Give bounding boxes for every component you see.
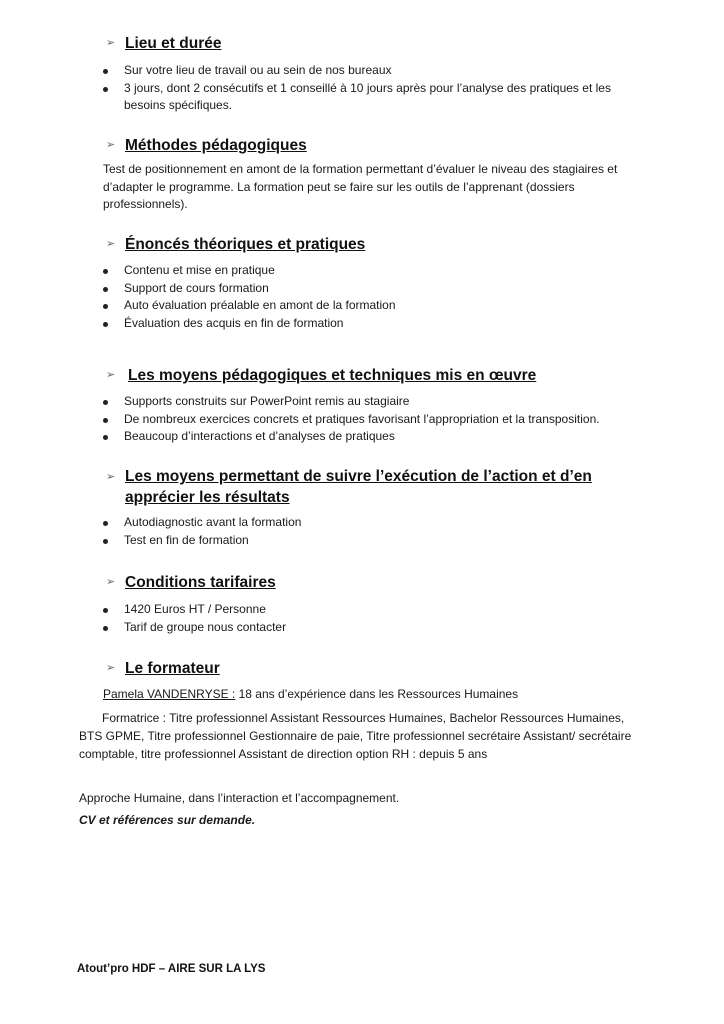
- bullet-dot-icon: [103, 304, 108, 309]
- heading-suivi-line1: Les moyens permettant de suivre l’exécution de l’action et d’en: [125, 468, 592, 485]
- formateur-qualifications: Formatrice : Titre professionnel Assistant Ressources Humaines, Bachelor Ressources Humaines, BTS GPME, Titre professionnel Gestionnaire de paie, Titre professionnel secrétaire Assistant/ secrétaire comptable, titre professionnel Assistant de direction option RH : depuis 5 ans: [79, 711, 632, 761]
- bullet-dot-icon: [103, 287, 108, 292]
- formateur-name: Pamela VANDENRYSE :: [103, 687, 236, 701]
- arrow-bullet-icon: ➢: [106, 471, 116, 483]
- bullet-list: [0, 393, 724, 446]
- section-suivi: [0, 467, 724, 549]
- bullet-dot-icon: [103, 269, 108, 274]
- formateur-line: [103, 686, 724, 703]
- list-item: Supports construits sur PowerPoint remis au stagiaire: [0, 393, 724, 411]
- bullet-dot-icon: [103, 521, 108, 526]
- heading-enonces: Énoncés théoriques et pratiques: [125, 236, 366, 253]
- list-item: Contenu et mise en pratique: [0, 262, 724, 280]
- list-item: Test en fin de formation: [0, 532, 724, 550]
- arrow-bullet-icon: ➢: [106, 369, 116, 381]
- list-item: Beaucoup d’interactions et d’analyses de pratiques: [0, 428, 724, 446]
- heading-formateur: Le formateur: [125, 660, 220, 677]
- list-item: 3 jours, dont 2 consécutifs et 1 conseillé à 10 jours après pour l’analyse des pratiques et les besoins spécifiques.: [0, 80, 724, 115]
- bullet-list: [0, 601, 724, 636]
- list-item: Évaluation des acquis en fin de formation: [0, 315, 724, 333]
- section-lieu: [0, 34, 724, 115]
- bullet-dot-icon: [103, 400, 108, 405]
- bullet-dot-icon: [103, 626, 108, 631]
- heading-tarifs: Conditions tarifaires: [125, 574, 276, 591]
- heading-methodes: Méthodes pédagogiques: [125, 137, 307, 154]
- section-tarifs: [0, 573, 724, 636]
- section-heading: [106, 366, 724, 388]
- bullet-dot-icon: [103, 608, 108, 613]
- formateur-experience: 18 ans d’expérience dans les Ressources Humaines: [235, 687, 519, 701]
- list-item: 1420 Euros HT / Personne: [0, 601, 724, 619]
- methodes-text: Test de positionnement en amont de la formation permettant d’évaluer le niveau des stagiaires et d’adapter le programme. La formation peut se faire sur les outils de l’apprenant (dossiers professionnels).: [103, 162, 618, 211]
- section-moyens: [0, 366, 724, 446]
- section-heading: [106, 136, 724, 158]
- list-item: Autodiagnostic avant la formation: [0, 514, 724, 532]
- arrow-bullet-icon: ➢: [106, 662, 116, 674]
- heading-moyens: Les moyens pédagogiques et techniques mis en œuvre: [128, 367, 537, 384]
- section-heading: [106, 235, 724, 257]
- bullet-dot-icon: [103, 69, 108, 74]
- arrow-bullet-icon: ➢: [106, 238, 116, 250]
- section-heading: [106, 467, 724, 509]
- section-methodes: [0, 136, 724, 214]
- bullet-dot-icon: [103, 539, 108, 544]
- bullet-list: [0, 62, 724, 115]
- heading-lieu: Lieu et durée: [125, 35, 222, 52]
- footer-text: Atout’pro HDF – AIRE SUR LA LYS: [77, 963, 266, 975]
- list-item: Support de cours formation: [0, 280, 724, 298]
- list-item: Sur votre lieu de travail ou au sein de nos bureaux: [0, 62, 724, 80]
- bullet-dot-icon: [103, 322, 108, 327]
- bullet-list: [0, 262, 724, 332]
- arrow-bullet-icon: ➢: [106, 576, 116, 588]
- section-formateur: [0, 659, 724, 829]
- bullet-dot-icon: [103, 87, 108, 92]
- formateur-approche: Approche Humaine, dans l’interaction et l’accompagnement.: [79, 791, 400, 805]
- bullet-dot-icon: [103, 418, 108, 423]
- bullet-list: [0, 514, 724, 549]
- list-item: Tarif de groupe nous contacter: [0, 619, 724, 637]
- section-heading: [106, 34, 724, 56]
- heading-suivi-line2: apprécier les résultats: [125, 489, 290, 506]
- arrow-bullet-icon: ➢: [106, 139, 116, 151]
- list-item: Auto évaluation préalable en amont de la formation: [0, 297, 724, 315]
- section-heading: [106, 573, 724, 595]
- arrow-bullet-icon: ➢: [106, 37, 116, 49]
- cv-note: CV et références sur demande.: [79, 813, 256, 827]
- section-heading: [106, 659, 724, 681]
- section-enonces: [0, 235, 724, 332]
- bullet-dot-icon: [103, 435, 108, 440]
- list-item: De nombreux exercices concrets et pratiques favorisant l’appropriation et la transposition.: [0, 411, 724, 429]
